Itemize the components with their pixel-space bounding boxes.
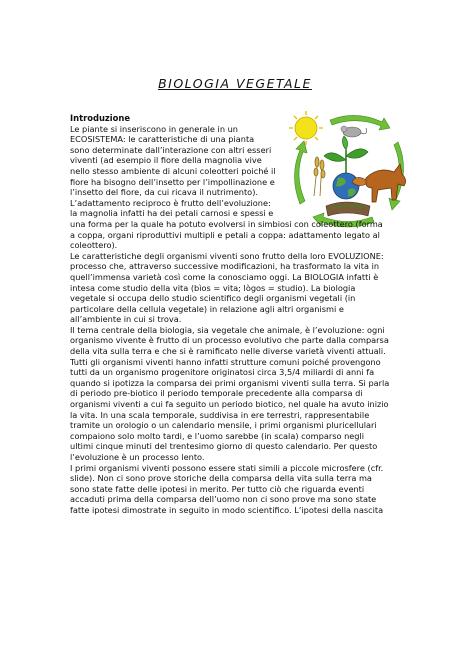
text-line: di periodo pre-biotico il periodo temporale precedente alla comparsa di: [70, 388, 363, 399]
text-line: viventi (ad esempio il fiore della magnolia vive: [70, 155, 262, 166]
text-line: slide). Non ci sono prove storiche della comparsa della vita sulla terra ma: [70, 473, 372, 484]
text-line: Il tema centrale della biologia, sia vegetale che animale, è l’evoluzione: ogni: [70, 324, 385, 335]
text-line: intesa come studio della vita (bìos = vita; lògos = studio). La biologia: [70, 282, 356, 293]
text-line: accaduti prima della comparsa dell’uomo non ci sono prove ma sono state: [70, 494, 377, 505]
text-line: l’evoluzione è un processo lento.: [70, 452, 205, 462]
page-title: BIOLOGIA VEGETALE: [158, 76, 312, 91]
text-line: una forma per la quale ha potuto evolversi in simbiosi con coleottero (forma: [70, 218, 383, 229]
document-body: [70, 113, 410, 516]
text-line: ultimi cinque minuti del trentesimo giorno di questo calendario. Per questo: [70, 441, 378, 452]
text-line: la vita. In una scala temporale, suddivisa in ere terrestri, rappresentabile: [70, 409, 370, 420]
text-line: L’adattamento reciproco è frutto dell’evoluzione:: [70, 197, 271, 208]
text-line: compaiono solo molto tardi, e l’uomo sarebbe (in scala) comparso negli: [70, 430, 365, 441]
text-line: l’insetto del fiore, da cui ricava il nutrimento).: [70, 187, 258, 198]
text-line: ECOSISTEMA: le caratteristiche di una pianta: [70, 134, 255, 145]
text-line: sono determinate dall’interazione con altri esseri: [70, 144, 272, 155]
text-line: Tutti gli organismi viventi hanno infatti strutture comuni poiché provengono: [70, 356, 381, 367]
text-line: sono state fatte delle ipotesi in merito. Per tutto ciò che riguarda eventi: [70, 483, 365, 494]
text-line: tutti da un organismo progenitore originatosi circa 3,5/4 miliardi di anni fa: [70, 367, 375, 378]
text-line: particolare della cellula vegetale) in relazione agli altri organismi e: [70, 303, 344, 314]
text-line: Le caratteristiche degli organismi viventi sono frutto della loro EVOLUZIONE:: [70, 250, 384, 261]
text-line: quell’immensa varietà così come la conosciamo oggi. La BIOLOGIA infatti è: [70, 271, 379, 282]
section-heading: Introduzione: [70, 113, 131, 123]
text-line: della vita sulla terra e che si è ramificato nelle diverse varietà viventi attuali.: [70, 346, 386, 357]
text-line: quando si ipotizza la comparsa dei primi organismi viventi sulla terra. Si parla: [70, 377, 390, 388]
text-line: organismo vivente è frutto di un processo evolutivo che parte dalla comparsa: [70, 335, 389, 346]
text-line: vegetale si occupa dello studio scientifico degli organismi vegetali (in: [70, 293, 356, 304]
text-line: Le piante si inseriscono in generale in un: [70, 123, 238, 134]
text-line: processo che, attraverso successive modificazioni, ha trasformato la vita in: [70, 261, 380, 272]
text-line: tramite un orologio o un calendario mensile, i primi organismi pluricellulari: [70, 420, 377, 431]
text-line: all’ambiente in cui si trova.: [70, 314, 182, 325]
text-line: nello stesso ambiente di alcuni coleotteri poiché il: [70, 165, 276, 176]
text-line: I primi organismi viventi possono essere stati simili a piccole microsfere (cfr.: [70, 462, 384, 473]
text-line: la magnolia infatti ha dei petali carnosi e spessi e: [70, 208, 274, 219]
text-line: organismi viventi a cui fa seguito un periodo biotico, nel quale ha avuto inizio: [70, 399, 389, 410]
text-line: fiore ha bisogno dell’insetto per l’impollinazione e: [70, 176, 275, 187]
text-line: fatte ipotesi dimostrate in seguito in modo scientifico. L’ipotesi della nascita: [70, 504, 384, 515]
text-line: a coppa, organi riproduttivi multipli e petali a coppa: adattamento legato al: [70, 229, 380, 240]
text-line: coleottero).: [70, 240, 118, 251]
